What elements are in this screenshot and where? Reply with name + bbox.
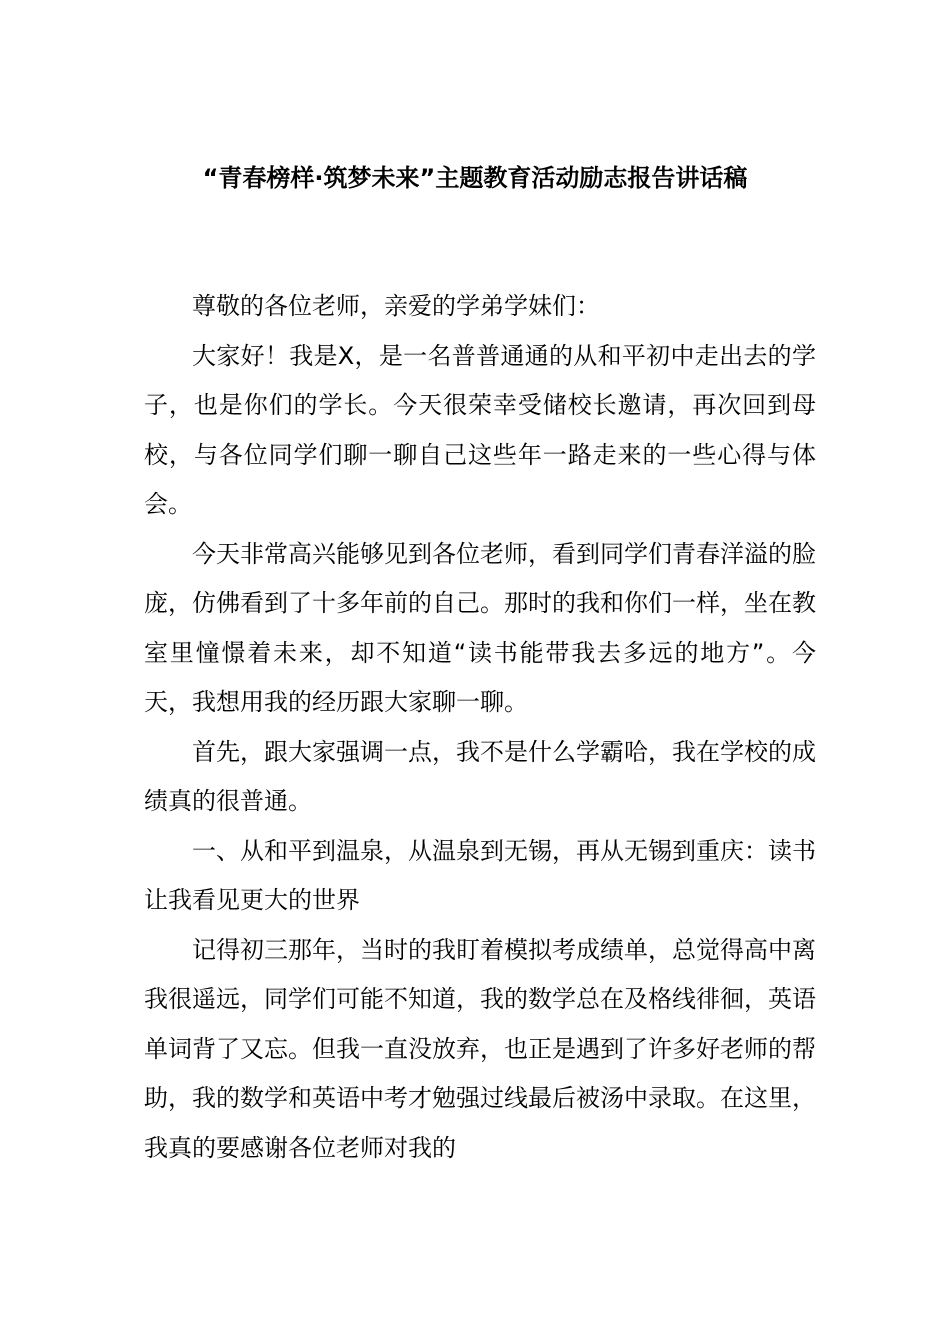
paragraph-disclaimer: 首先，跟大家强调一点，我不是什么学霸哈，我在学校的成绩真的很普通。	[144, 737, 816, 815]
paragraph-introduction: 大家好！我是X，是一名普普通通的从和平初中走出去的学子，也是你们的学长。今天很荣幸受储校长邀请，再次回到母校，与各位同学们聊一聊自己这些年一路走来的一些心得与体会。	[144, 341, 816, 518]
paragraph-reflection: 今天非常高兴能够见到各位老师，看到同学们青春洋溢的脸庞，仿佛看到了十多年前的自己。那时的我和你们一样，坐在教室里憧憬着未来，却不知道“读书能带我去多远的地方”。今天，我想用我的经历跟大家聊一聊。	[144, 539, 816, 716]
document-title: “青春榜样·筑梦未来”主题教育活动励志报告讲话稿	[202, 164, 748, 192]
paragraph-story: 记得初三那年，当时的我盯着模拟考成绩单，总觉得高中离我很遥远，同学们可能不知道，我的数学总在及格线徘徊，英语单词背了又忘。但我一直没放弃，也正是遇到了许多好老师的帮助，我的数学和英语中考才勉强过线最后被汤中录取。在这里，我真的要感谢各位老师对我的	[144, 935, 816, 1162]
paragraph-greeting: 尊敬的各位老师，亲爱的学弟学妹们：	[192, 292, 600, 320]
section-heading-1: 一、从和平到温泉，从温泉到无锡，再从无锡到重庆：读书让我看见更大的世界	[144, 836, 816, 914]
document-body	[144, 282, 816, 1173]
